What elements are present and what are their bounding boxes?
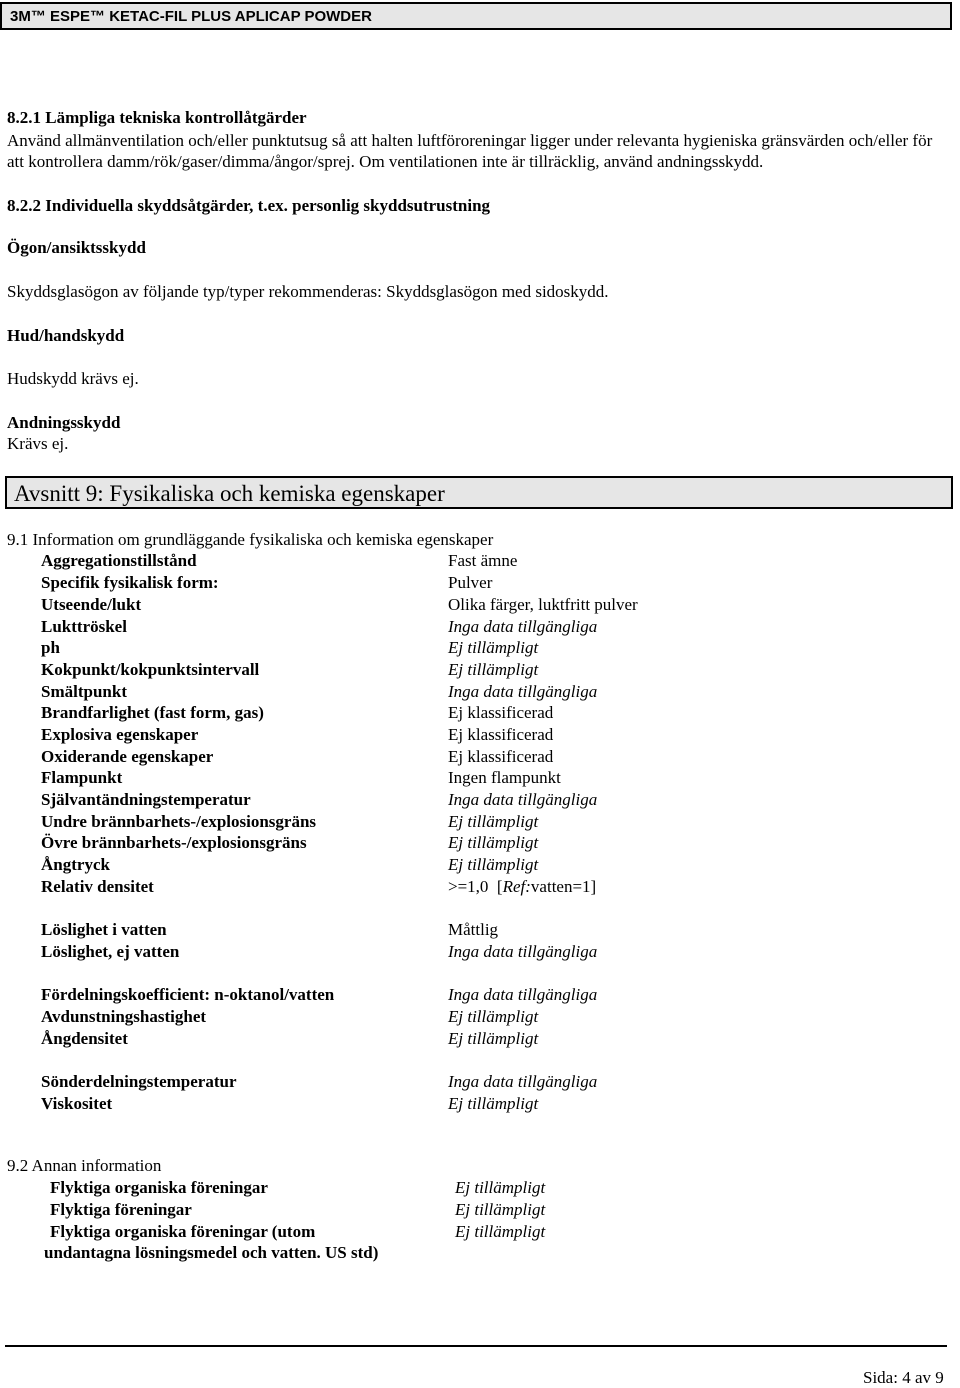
property-row — [0, 985, 960, 1007]
property-label: Övre brännbarhets-/explosionsgräns — [41, 833, 307, 852]
property-label: Viskositet — [41, 1094, 113, 1113]
property-row — [0, 725, 960, 747]
respiratory-protection-heading: Andningsskydd — [7, 413, 121, 432]
property-row — [0, 768, 960, 790]
property-row — [0, 1007, 960, 1029]
property-label: Självantändningstemperatur — [41, 790, 251, 809]
property-value-suffix: vatten=1] — [530, 877, 597, 896]
property-row — [0, 1094, 960, 1116]
section-822-heading — [7, 196, 490, 216]
property-row — [0, 812, 960, 834]
property-value: Ej tillämpligt — [448, 1029, 539, 1048]
other-info-label: Flyktiga organiska föreningar — [50, 1178, 268, 1197]
document-header — [0, 2, 952, 30]
property-value: Inga data tillgängliga — [448, 617, 598, 636]
property-value: Ej tillämpligt — [448, 1007, 539, 1026]
property-value-ref: Ref: — [502, 877, 531, 896]
property-value: Ej klassificerad — [448, 703, 554, 722]
skin-protection-text: Hudskydd krävs ej. — [7, 369, 139, 388]
property-row — [0, 855, 960, 877]
property-value — [448, 877, 596, 897]
property-value: Ej klassificerad — [448, 747, 554, 766]
section-822-title: Individuella skyddsåtgärder, t.ex. personlig skyddsutrustning — [45, 196, 491, 215]
other-info-row — [0, 1222, 960, 1244]
property-value: Ej tillämpligt — [448, 1094, 539, 1113]
page-number: Sida: 4 av 9 — [863, 1368, 944, 1387]
property-row — [0, 617, 960, 639]
other-info-value: Ej tillämpligt — [455, 1222, 546, 1241]
other-info-label: Flyktiga föreningar — [50, 1200, 192, 1219]
other-info-row — [0, 1243, 960, 1265]
product-title: 3M™ ESPE™ KETAC-FIL PLUS APLICAP POWDER — [10, 8, 372, 25]
property-row — [0, 660, 960, 682]
property-label: Fördelningskoefficient: n-oktanol/vatten — [41, 985, 335, 1004]
property-row — [0, 1072, 960, 1094]
property-value: Ej tillämpligt — [448, 855, 539, 874]
property-value: Inga data tillgängliga — [448, 790, 598, 809]
property-row — [0, 573, 960, 595]
property-value: Ej tillämpligt — [448, 660, 539, 679]
property-row — [0, 942, 960, 964]
section-821-heading: 8.2.1 Lämpliga tekniska kontrollåtgärder — [7, 108, 307, 127]
property-value: Ej tillämpligt — [448, 833, 539, 852]
section-92-heading: 9.2 Annan information — [7, 1156, 162, 1175]
property-row — [0, 790, 960, 812]
property-label: Smältpunkt — [41, 682, 127, 701]
property-label: Sönderdelningstemperatur — [41, 1072, 237, 1091]
other-info-label: undantagna lösningsmedel och vatten. US std) — [44, 1243, 379, 1262]
property-value: Ej tillämpligt — [448, 812, 539, 831]
property-label: Avdunstningshastighet — [41, 1007, 207, 1026]
property-label: Kokpunkt/kokpunktsintervall — [41, 660, 260, 679]
property-value: Pulver — [448, 573, 493, 592]
property-label: Oxiderande egenskaper — [41, 747, 214, 766]
section-822-number: 8.2.2 — [7, 196, 46, 215]
section-9-banner — [5, 476, 953, 509]
property-row — [0, 747, 960, 769]
property-label: Löslighet, ej vatten — [41, 942, 180, 961]
eye-protection-heading: Ögon/ansiktsskydd — [7, 238, 146, 257]
property-label: Ångtryck — [41, 855, 110, 874]
property-value: Ej tillämpligt — [448, 638, 539, 657]
property-value: Ej klassificerad — [448, 725, 554, 744]
property-value: Inga data tillgängliga — [448, 682, 598, 701]
property-value: Inga data tillgängliga — [448, 985, 598, 1004]
property-value: Inga data tillgängliga — [448, 1072, 598, 1091]
skin-protection-heading: Hud/handskydd — [7, 326, 125, 345]
section-821-text: Använd allmänventilation och/eller punktutsug så att halten luftföroreningar ligger under relevanta hygieniska gränsvärden och/eller för att kontrollera damm/rök/gaser/dimma/ångor/sprej. Om ventilationen inte är tillräcklig, använd andningsskydd. — [7, 131, 933, 171]
property-row — [0, 595, 960, 617]
section-9-title: Avsnitt 9: Fysikaliska och kemiska egenskaper — [14, 481, 445, 506]
property-label: Aggregationstillstånd — [41, 551, 197, 570]
property-row — [0, 877, 960, 899]
property-value: Inga data tillgängliga — [448, 942, 598, 961]
property-row — [0, 682, 960, 704]
other-info-row — [0, 1178, 960, 1200]
footer-divider — [5, 1345, 947, 1347]
property-label: Specifik fysikalisk form: — [41, 573, 219, 592]
property-label: Lukttröskel — [41, 617, 127, 636]
other-info-value: Ej tillämpligt — [455, 1178, 546, 1197]
section-91-heading: 9.1 Information om grundläggande fysikaliska och kemiska egenskaper — [7, 530, 494, 549]
other-info-value: Ej tillämpligt — [455, 1200, 546, 1219]
other-info-row — [0, 1200, 960, 1222]
property-row — [0, 703, 960, 725]
property-label: Undre brännbarhets-/explosionsgräns — [41, 812, 317, 831]
property-label: Relativ densitet — [41, 877, 154, 896]
property-row — [0, 551, 960, 573]
property-value: Måttlig — [448, 920, 499, 939]
property-row — [0, 920, 960, 942]
property-row — [0, 638, 960, 660]
property-value-prefix: >=1,0 [ — [448, 877, 503, 896]
property-row — [0, 833, 960, 855]
property-label: Utseende/lukt — [41, 595, 142, 614]
property-label: Ångdensitet — [41, 1029, 128, 1048]
property-value: Ingen flampunkt — [448, 768, 561, 787]
respiratory-protection-text: Krävs ej. — [7, 434, 69, 453]
property-label: Explosiva egenskaper — [41, 725, 199, 744]
property-label: Brandfarlighet (fast form, gas) — [41, 703, 264, 722]
property-label: Löslighet i vatten — [41, 920, 167, 939]
property-value: Olika färger, luktfritt pulver — [448, 595, 638, 614]
property-label: Flampunkt — [41, 768, 123, 787]
property-row — [0, 1029, 960, 1051]
eye-protection-text: Skyddsglasögon av följande typ/typer rekommenderas: Skyddsglasögon med sidoskydd. — [7, 282, 609, 301]
property-label: ph — [41, 638, 60, 657]
other-info-label: Flyktiga organiska föreningar (utom — [50, 1222, 316, 1241]
property-value: Fast ämne — [448, 551, 518, 570]
